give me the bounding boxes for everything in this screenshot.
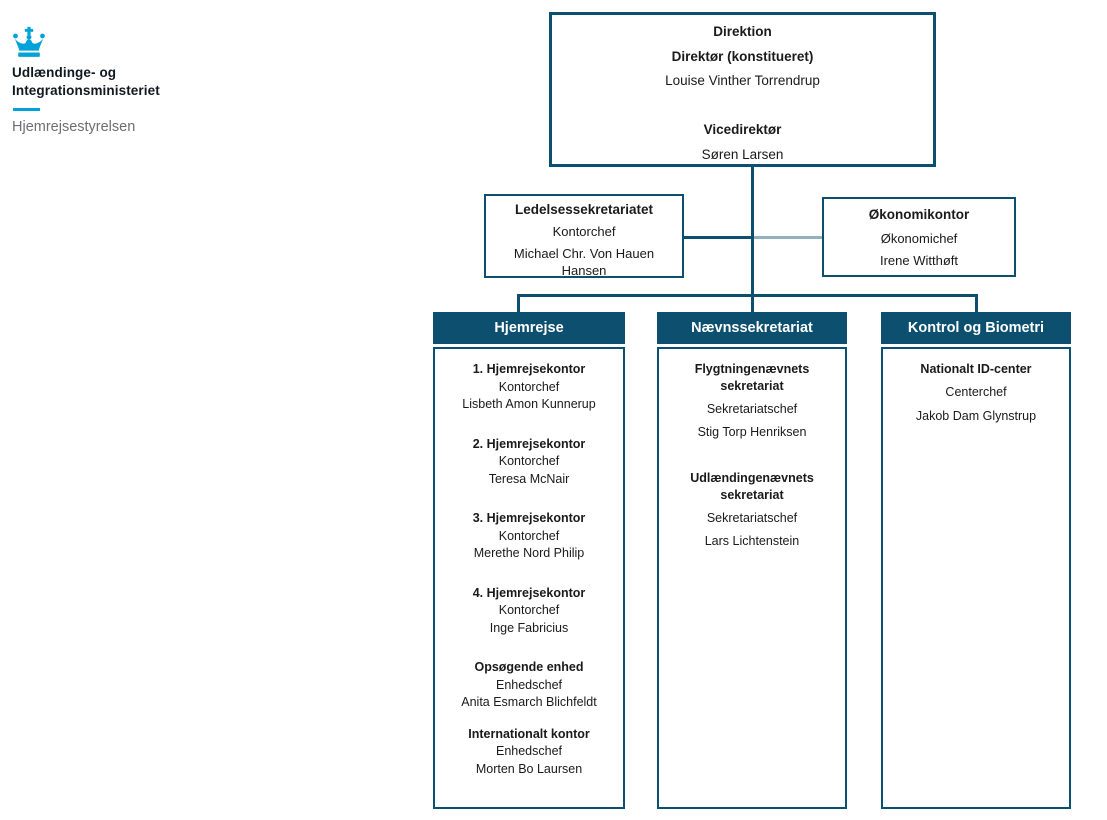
org-unit-3-hjemrejsekontor xyxy=(435,510,623,563)
ministry-name-line1: Udlændinge- og xyxy=(12,65,117,80)
org-unit-role: Sekretariatschef xyxy=(706,510,798,525)
org-unit-title: 4. Hjemrejsekontor xyxy=(472,585,586,600)
direktion-spacer xyxy=(552,94,933,119)
ledelsessekretariat-title: Ledelsessekretariatet xyxy=(514,202,654,217)
org-unit-title: 1. Hjemrejsekontor xyxy=(472,362,586,376)
connector-drop-hjemrejse xyxy=(517,294,520,312)
org-unit-name: Stig Torp Henriksen xyxy=(697,425,807,439)
connector-ledelse-horizontal xyxy=(683,236,752,239)
logo-divider xyxy=(13,108,40,111)
org-unit-role: Sekretariatschef xyxy=(706,401,798,416)
ledelsessekretariat-name: Michael Chr. Von Hauen Hansen xyxy=(513,246,655,278)
org-unit-4-hjemrejsekontor xyxy=(435,585,623,638)
org-unit-role: Kontorchef xyxy=(498,603,560,617)
connector-direktion-vertical xyxy=(751,166,754,312)
org-unit-name: Morten Bo Laursen xyxy=(475,761,583,776)
ledelsessekretariat-box xyxy=(484,194,684,278)
org-unit-title: Opsøgende enhed xyxy=(474,660,584,674)
org-unit-role: Enhedschef xyxy=(495,677,563,692)
org-unit-1-hjemrejsekontor xyxy=(435,361,623,414)
org-unit-title: Udlændingenævnets sekretariat xyxy=(690,471,814,502)
org-unit-name: Teresa McNair xyxy=(488,471,570,486)
org-unit-2-hjemrejsekontor xyxy=(435,436,623,489)
org-unit-internationalt-kontor xyxy=(435,726,623,779)
ledelsessekretariat-role: Kontorchef xyxy=(552,224,616,239)
org-unit-flygtningenaevnets-sekretariat xyxy=(659,361,845,441)
org-unit-opsogende-enhed xyxy=(435,659,623,712)
org-unit-name: Merethe Nord Philip xyxy=(473,546,585,560)
direktion-box xyxy=(549,12,936,167)
column-body-kontrol-og-biometri xyxy=(881,347,1071,809)
org-unit-title: Flygtningenævnets sekretariat xyxy=(694,362,810,393)
ministry-name xyxy=(12,64,160,100)
org-unit-name: Inge Fabricius xyxy=(489,620,569,635)
okonomikontor-role: Økonomichef xyxy=(880,231,958,246)
org-unit-role: Enhedschef xyxy=(495,744,563,758)
agency-name: Hjemrejsestyrelsen xyxy=(12,119,136,135)
org-unit-name: Anita Esmarch Blichfeldt xyxy=(461,695,597,709)
org-unit-title: Internationalt kontor xyxy=(468,726,590,741)
org-unit-role: Centerchef xyxy=(945,385,1007,399)
direktion-title: Direktion xyxy=(713,24,772,39)
ministry-name-line2: Integrationsministeriet xyxy=(12,83,160,98)
org-unit-name: Jakob Dam Glynstrup xyxy=(915,408,1037,423)
okonomikontor-name: Irene Witthøft xyxy=(879,253,959,268)
column-body-hjemrejse xyxy=(433,347,625,809)
column-header-hjemrejse: Hjemrejse xyxy=(433,312,625,344)
direktion-role1: Direktør (konstitueret) xyxy=(671,48,814,64)
connector-drop-kontrol xyxy=(975,294,978,312)
direktion-name1: Louise Vinther Torrendrup xyxy=(665,73,820,88)
direktion-name2: Søren Larsen xyxy=(701,146,784,162)
org-unit-role: Kontorchef xyxy=(498,454,560,468)
org-unit-role: Kontorchef xyxy=(498,379,560,394)
connector-okonomi-horizontal xyxy=(753,236,822,239)
okonomikontor-box xyxy=(822,197,1016,277)
org-unit-name: Lisbeth Amon Kunnerup xyxy=(462,397,596,411)
column-header-kontrol-og-biometri: Kontrol og Biometri xyxy=(881,312,1071,344)
column-header-naevnssekretariat: Nævnssekretariat xyxy=(657,312,847,344)
org-unit-name: Lars Lichtenstein xyxy=(704,534,800,548)
org-unit-role: Kontorchef xyxy=(498,528,560,543)
column-body-naevnssekretariat xyxy=(657,347,847,809)
org-unit-title: Nationalt ID-center xyxy=(920,362,1032,376)
danish-crown-icon xyxy=(10,26,48,65)
org-unit-title: 2. Hjemrejsekontor xyxy=(472,436,586,451)
org-unit-nationalt-id-center xyxy=(883,361,1069,425)
org-unit-title: 3. Hjemrejsekontor xyxy=(472,511,586,525)
direktion-role2: Vicedirektør xyxy=(703,122,782,137)
connector-columns-horizontal xyxy=(517,294,978,297)
org-unit-udlaendingenaevnets-sekretariat xyxy=(659,470,845,550)
okonomikontor-title: Økonomikontor xyxy=(868,207,970,222)
